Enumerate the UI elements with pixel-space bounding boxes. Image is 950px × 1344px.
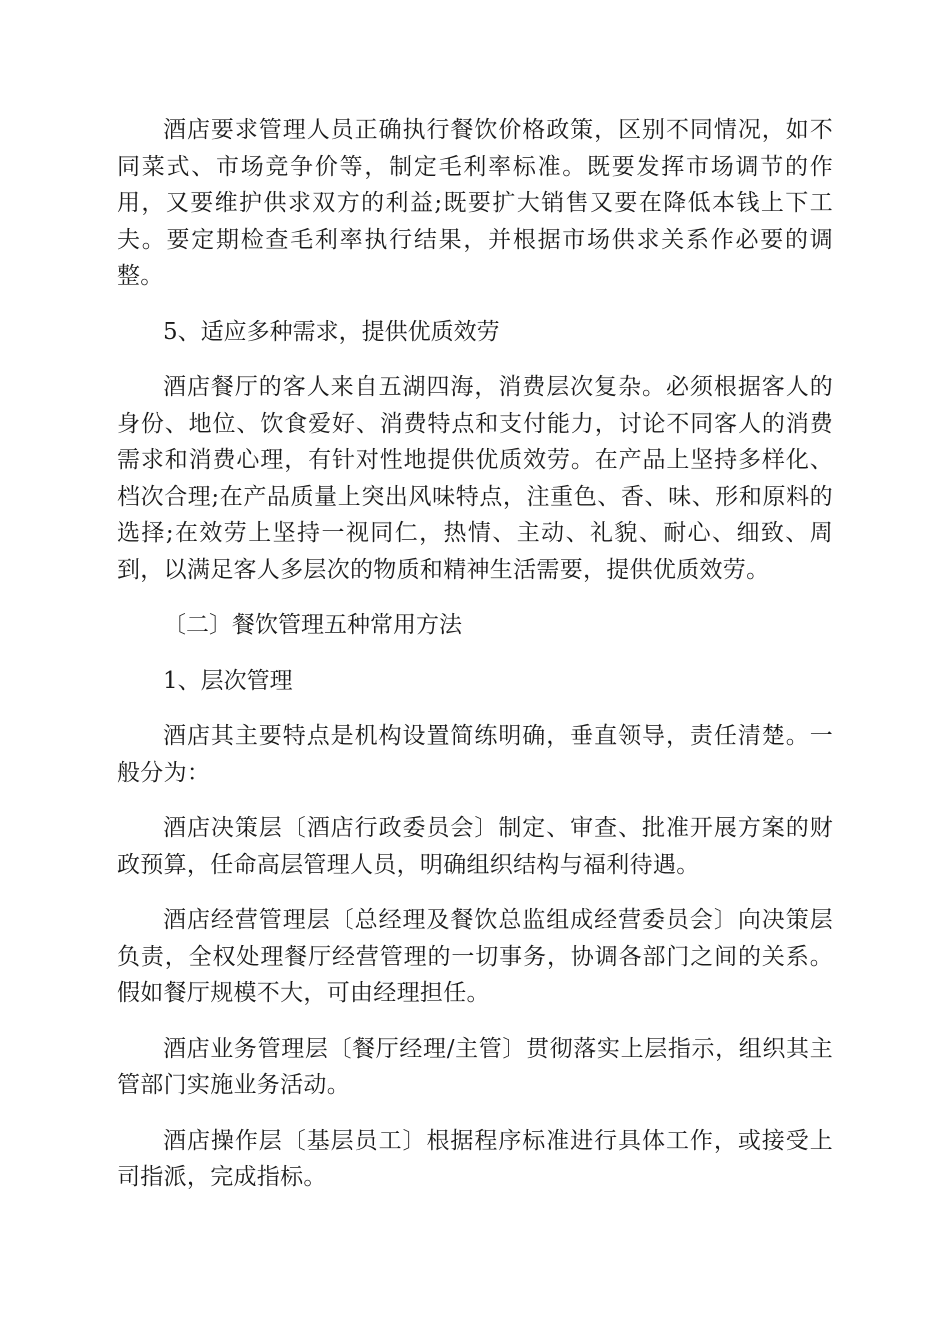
paragraph-business-management-layer: 酒店业务管理层〔餐厅经理/主管〕贯彻落实上层指示，组织其主管部门实施业务活动。 <box>117 1035 833 1098</box>
section-heading-five-methods: 〔二〕餐饮管理五种常用方法 <box>163 612 462 638</box>
paragraph-quality-service: 酒店餐厅的客人来自五湖四海，消费层次复杂。必须根据客人的身份、地位、饮食爱好、消费特点和支付能力，讨论不同客人的消费需求和消费心理，有针对性地提供优质效劳。在产品上坚持多样化、档次合理;在产品质量上突出风味特点，注重色、香、味、形和原料的选择;在效劳上坚持一视同仁，热情、主动、礼貌、耐心、细致、周到，以满足客人多层次的物质和精神生活需要，提供优质效劳。 <box>117 374 833 583</box>
paragraph-structure-intro: 酒店其主要特点是机构设置简练明确，垂直领导，责任清楚。一般分为： <box>117 723 833 786</box>
section-heading-diverse-needs: 5、适应多种需求，提供优质效劳 <box>163 318 500 345</box>
section-heading-level-management: 1、层次管理 <box>163 667 293 694</box>
paragraph-operations-management-layer: 酒店经营管理层〔总经理及餐饮总监组成经营委员会〕向决策层负责，全权处理餐厅经营管理的一切事务，协调各部门之间的关系。假如餐厅规模不大，可由经理担任。 <box>117 907 833 1006</box>
paragraph-gross-margin-policy: 酒店要求管理人员正确执行餐饮价格政策，区别不同情况，如不同菜式、市场竞争价等，制定毛利率标准。既要发挥市场调节的作用，又要维护供求双方的利益;既要扩大销售又要在降低本钱上下工夫。要定期检查毛利率执行结果，并根据市场供求关系作必要的调整。 <box>117 117 833 289</box>
document-page <box>117 112 833 1215</box>
paragraph-operational-layer: 酒店操作层〔基层员工〕根据程序标准进行具体工作，或接受上司指派，完成指标。 <box>117 1127 833 1190</box>
paragraph-decision-layer: 酒店决策层〔酒店行政委员会〕制定、审查、批准开展方案的财政预算，任命高层管理人员，明确组织结构与福利待遇。 <box>117 815 833 878</box>
